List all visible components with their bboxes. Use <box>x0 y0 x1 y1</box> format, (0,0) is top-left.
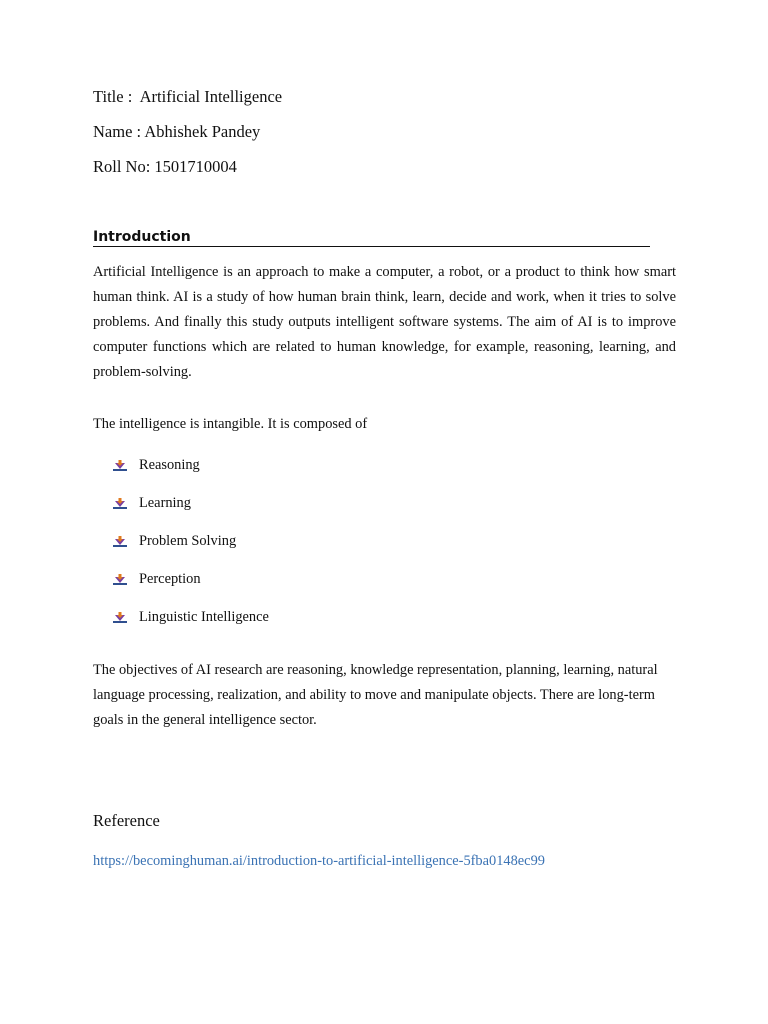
objectives-paragraph: The objectives of AI research are reasoning, knowledge representation, planning, learning, natural language processing, realization, and ability to move and manipulate objects. There are long-term goals in the general intelligence sector. <box>93 662 658 728</box>
author-name-line: Name : Abhishek Pandey <box>93 122 261 141</box>
list-item-label: Reasoning <box>139 457 200 473</box>
list-item <box>113 455 269 493</box>
intelligence-components-list <box>113 455 269 645</box>
list-item-label: Linguistic Intelligence <box>139 609 269 625</box>
introduction-heading: Introduction <box>93 228 650 247</box>
list-item-label: Problem Solving <box>139 533 237 549</box>
document-title-line: Title : Artificial Intelligence <box>93 87 283 106</box>
reference-link[interactable]: https://becominghuman.ai/introduction-to-artificial-intelligence-5fba0148ec99 <box>93 853 545 869</box>
arrow-down-bullet-icon <box>113 612 127 623</box>
list-item <box>113 607 269 645</box>
list-item <box>113 569 269 607</box>
reference-heading: Reference <box>93 811 160 830</box>
roll-number-line: Roll No: 1501710004 <box>93 157 237 176</box>
list-item <box>113 531 269 569</box>
arrow-down-bullet-icon <box>113 574 127 585</box>
arrow-down-bullet-icon <box>113 498 127 509</box>
composed-of-line: The intelligence is intangible. It is composed of <box>93 416 368 432</box>
list-item <box>113 493 269 531</box>
introduction-paragraph: Artificial Intelligence is an approach to make a computer, a robot, or a product to think how smart human think. AI is a study of how human brain think, learn, decide and work, when it tries to solve problems. And finally this study outputs intelligent software systems. The aim of AI is to improve computer functions which are related to human knowledge, for example, reasoning, learning, and problem-solving. <box>93 264 676 380</box>
arrow-down-bullet-icon <box>113 536 127 547</box>
list-item-label: Learning <box>139 495 191 511</box>
arrow-down-bullet-icon <box>113 460 127 471</box>
list-item-label: Perception <box>139 571 201 587</box>
